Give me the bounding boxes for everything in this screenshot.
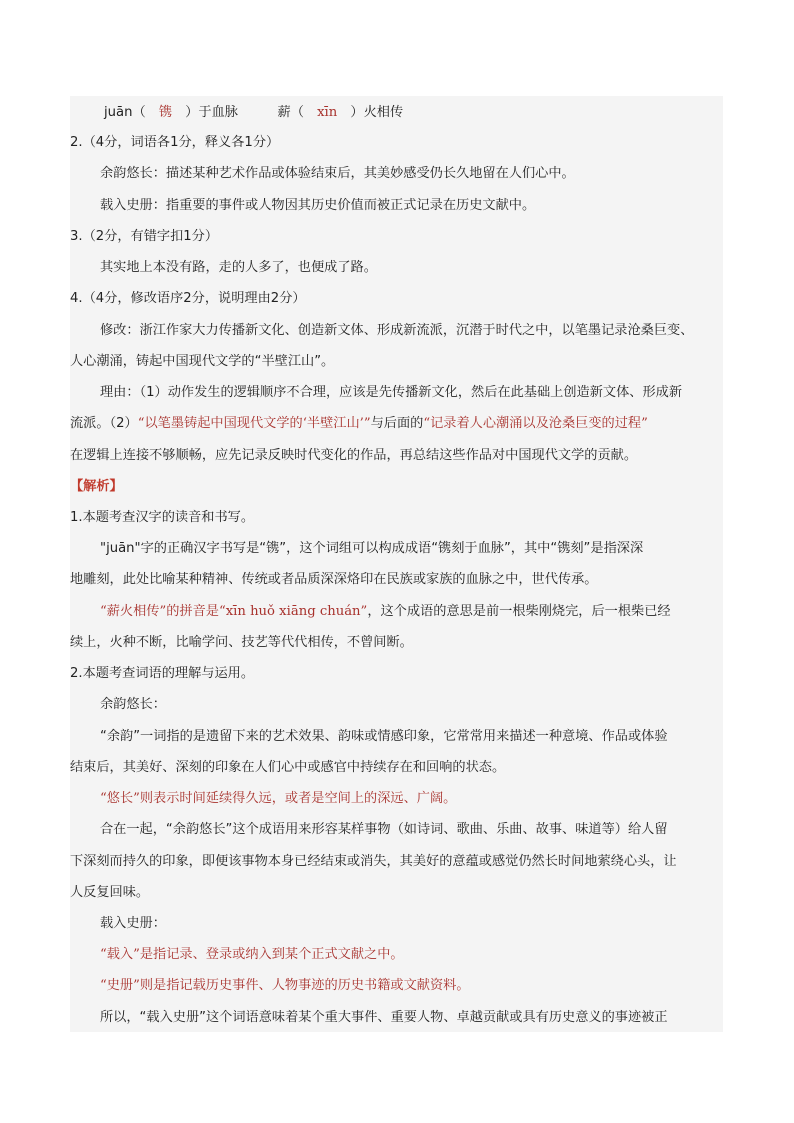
analysis-text: 下深刻而持久的印象，即便该事物本身已经结束或消失，其美好的意蕴或感觉仍然长时间地萦绕心头，让 [70, 854, 677, 869]
answer-text: 修改：浙江作家大力传播新文化、创造新文体、形成新流派，沉潜于时代之中，以笔墨记录沧桑巨变、 [100, 323, 694, 338]
analysis-text: 人反复回味。 [70, 885, 150, 900]
analysis-text: “余韵”一词指的是遗留下来的艺术效果、韵味或情感印象，它常常用来描述一种意境、作品或体验 [100, 729, 668, 744]
analysis-item-2-heading: 2.本题考查词语的理解与运用。 [70, 666, 255, 681]
analysis-text: 地雕刻，此处比喻某种精神、传统或者品质深深烙印在民族或家族的血脉之中，世代传承。 [70, 572, 598, 587]
answer-item-2-heading: 2.（4分，词语各1分，释义各1分） [70, 135, 280, 150]
answer-text: 其实地上本没有路，走的人多了，也便成了路。 [100, 260, 377, 275]
answer-text: 余韵悠长：描述某种艺术作品或体验结束后，其美妙感受仍长久地留在人们心中。 [100, 166, 575, 181]
answer-text: 载入史册：指重要的事件或人物因其历史价值而被正式记录在历史文献中。 [100, 198, 536, 213]
analysis-text: "juān"字的正确汉字书写是“镌”，这个词组可以构成成语“镌刻于血脉”，其中“镌刻”是指深深 [100, 541, 644, 556]
answer-text: 在逻辑上连接不够顺畅，应先记录反映时代变化的作品，再总结这些作品对中国现代文学的贡献。 [70, 448, 638, 463]
answer-text: 流派。（2）“以笔墨铸起中国现代文学的‘半壁江山’”与后面的“记录着人心潮涌以及沧桑巨变的过程” [70, 416, 648, 431]
analysis-text: 合在一起，“余韵悠长”这个成语用来形容某样事物（如诗词、歌曲、乐曲、故事、味道等）给人留 [100, 822, 668, 837]
answer-item-4-heading: 4.（4分，修改语序2分，说明理由2分） [70, 291, 306, 306]
analysis-text: 结束后，其美好、深刻的印象在人们心中或感官中持续存在和回响的状态。 [70, 760, 506, 775]
analysis-text: 续上，火种不断，比喻学问、技艺等代代相传，不曾间断。 [70, 635, 413, 650]
analysis-text: 所以，“载入史册”这个词语意味着某个重大事件、重要人物、卓越贡献或具有历史意义的事迹被正 [100, 1010, 668, 1025]
analysis-text: “载入”是指记录、登录或纳入到某个正式文献之中。 [100, 947, 404, 962]
answer-line-1: juān（ 镌 ）于血脉 薪（ xīn ）火相传 [104, 105, 404, 120]
analysis-text: “薪火相传”的拼音是“xīn huǒ xiāng chuán”，这个成语的意思是前一根柴刚烧完，后一根柴已经 [100, 604, 671, 619]
analysis-item-1-heading: 1.本题考查汉字的读音和书写。 [70, 510, 255, 525]
analysis-text: “史册”则是指记载历史事件、人物事迹的历史书籍或文献资料。 [100, 978, 470, 993]
answer-page [70, 96, 723, 1032]
answer-item-3-heading: 3.（2分，有错字扣1分） [70, 229, 219, 244]
analysis-heading: 【解析】 [70, 479, 123, 494]
analysis-text: 载入史册： [100, 916, 166, 931]
analysis-text: 余韵悠长： [100, 697, 166, 712]
answer-text: 人心潮涌，铸起中国现代文学的“半壁江山”。 [70, 354, 335, 369]
analysis-text: “悠长”则表示时间延续得久远，或者是空间上的深远、广阔。 [100, 791, 457, 806]
answer-text: 理由：（1）动作发生的逻辑顺序不合理，应该是先传播新文化，然后在此基础上创造新文体、形成新 [100, 385, 683, 400]
